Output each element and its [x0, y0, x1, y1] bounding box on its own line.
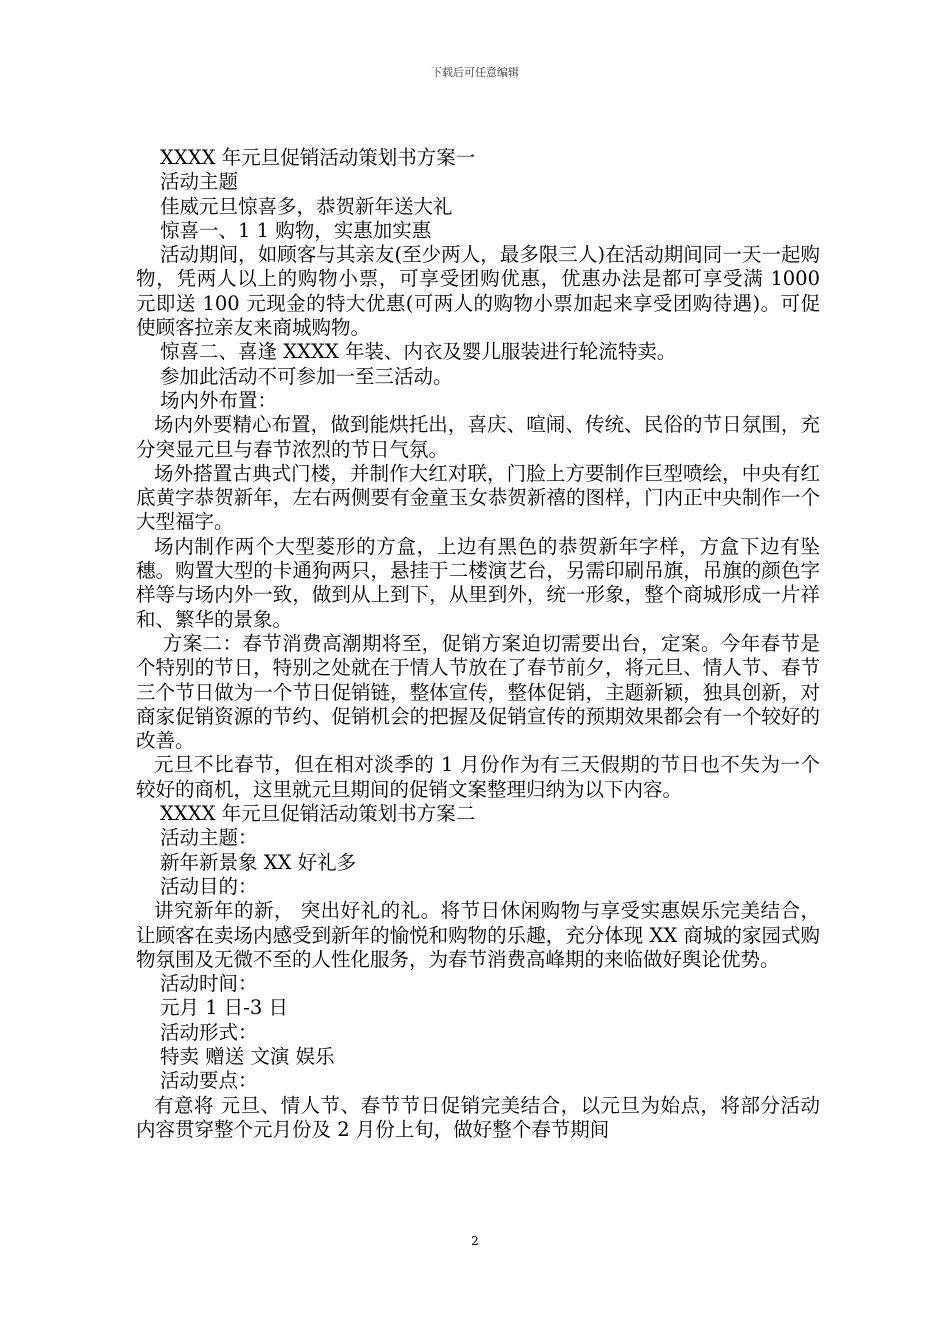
form-text: 特卖 赠送 文演 娱乐 [160, 1044, 335, 1068]
page-header: 下载后可任意编辑 [431, 66, 519, 79]
time-heading: 活动时间： [160, 972, 258, 996]
venue-layout-paragraph: 场内外要精心布置，做到能烘托出，喜庆、喧闹、传统、民俗的节日氛围，充分突显元旦与春节浓烈的节日气氛。 [136, 413, 820, 461]
purpose-heading: 活动目的： [160, 874, 258, 898]
plan-two-title: XXXX 年元旦促销活动策划书方案二 [160, 802, 476, 826]
outdoor-decoration-paragraph: 场外搭置古典式门楼，并制作大红对联，门脸上方要制作巨型喷绘，中央有红底黄字恭贺新年，左右两侧要有金童玉女恭贺新禧的图样，门内正中央制作一个大型福字。 [136, 461, 820, 534]
page-number: 2 [471, 1234, 479, 1248]
surprise-two-heading: 惊喜二、喜逢 XXXX 年装、内衣及婴儿服装进行轮流特卖。 [160, 340, 677, 364]
exclusion-note: 参加此活动不可参加一至三活动。 [160, 364, 453, 388]
activity-theme-text: 佳威元旦惊喜多，恭贺新年送大礼 [160, 194, 453, 218]
time-text: 元月 1 日-3 日 [160, 996, 288, 1020]
key-points-heading: 活动要点： [160, 1069, 258, 1093]
document-body [136, 146, 827, 1142]
indoor-decoration-paragraph: 场内制作两个大型菱形的方盒，上边有黑色的恭贺新年字样，方盒下边有坠穗。购置大型的卡通狗两只，悬挂于二楼演艺台，另需印刷吊旗，吊旗的颜色字样等与场内外一致，做到从上到下，从里到外，统一形象，整个商城形成一片祥和、繁华的景象。 [136, 534, 820, 631]
theme-text-2: 新年新景象 XX 好礼多 [160, 850, 357, 874]
plan-two-intro-paragraph: 方案二：春节消费高潮期将至，促销方案迫切需要出台，定案。今年春节是个特别的节日，特别之处就在于情人节放在了春节前夕，将元旦、情人节、春节三个节日做为一个节日促销链，整体宣传，整体促销，主题新颖，独具创新，对商家促销资源的节约、促销机会的把握及促销宣传的预期效果都会有一个较好的改善。 [136, 631, 820, 753]
form-heading: 活动形式： [160, 1020, 258, 1044]
surprise-one-paragraph: 活动期间，如顾客与其亲友(至少两人，最多限三人)在活动期间同一天一起购物，凭两人以上的购物小票，可享受团购优惠，优惠办法是都可享受满 1000 元即送 100 元现金的特大优惠(可两人的购物小票加起来享受团购待遇)。可促使顾客拉亲友来商城购物。 [136, 243, 827, 340]
purpose-paragraph: 讲究新年的新， 突出好礼的礼。将节日休闲购物与享受实惠娱乐完美结合，让顾客在卖场内感受到新年的愉悦和购物的乐趣，充分体现 XX 商城的家园式购物氛围及无微不至的人性化服务，为春节消费高峰期的来临做好舆论优势。 [136, 899, 820, 971]
theme-heading-2: 活动主题： [160, 826, 258, 850]
activity-theme-heading: 活动主题 [160, 170, 239, 194]
new-year-opportunity-paragraph: 元旦不比春节，但在相对淡季的 1 月份作为有三天假期的节日也不失为一个较好的商机，这里就元旦期间的促销文案整理归纳为以下内容。 [136, 753, 820, 801]
key-points-paragraph: 有意将 元旦、情人节、春节节日促销完美结合，以元旦为始点，将部分活动内容贯穿整个元月份及 2 月份上旬，做好整个春节期间 [136, 1093, 820, 1141]
surprise-one-heading: 惊喜一、1 1 购物，实惠加实惠 [160, 218, 432, 242]
plan-one-title: XXXX 年元旦促销活动策划书方案一 [160, 146, 476, 169]
venue-layout-heading: 场内外布置： [160, 388, 278, 412]
